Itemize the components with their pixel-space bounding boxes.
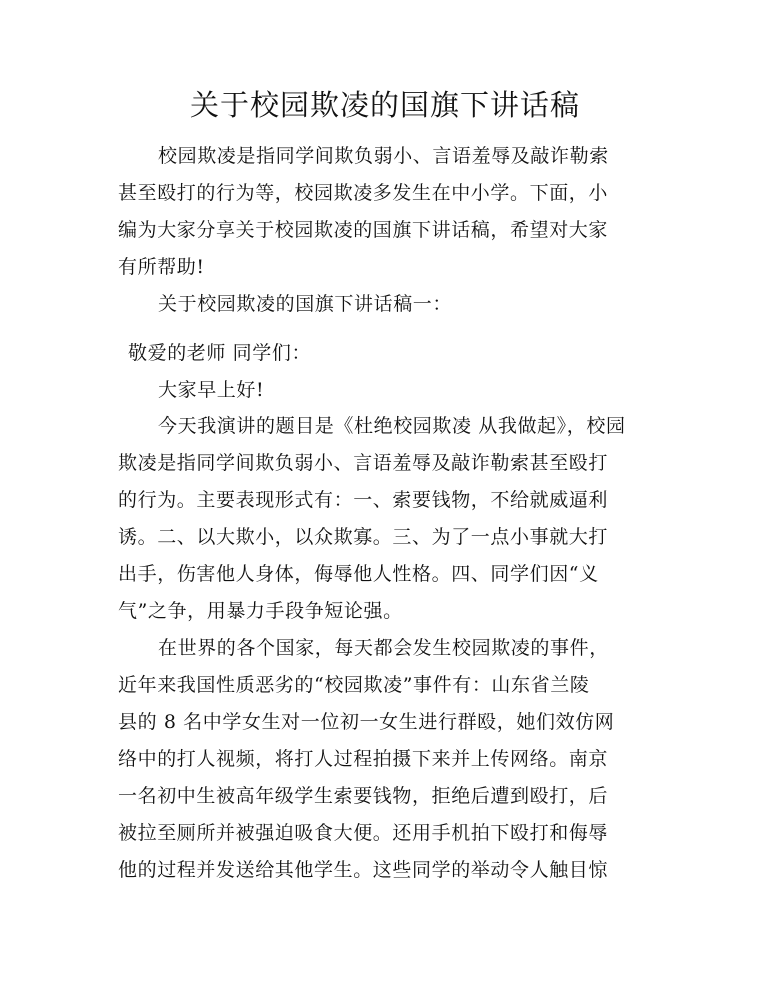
paragraph-line: 出手，伤害他人身体，侮辱他人性格。四、同学们因“义 [118,563,599,585]
paragraph-line: 县的 8 名中学女生对一位初一女生进行群殴，她们效仿网 [118,711,615,733]
paragraph-line: 络中的打人视频，将打人过程拍摄下来并上传网络。南京 [118,748,609,770]
paragraph-line: 近年来我国性质恶劣的“校园欺凌”事件有：山东省兰陵 [118,674,590,696]
paragraph-line: 在世界的各个国家，每天都会发生校园欺凌的事件， [158,637,609,659]
paragraph-line: 一名初中生被高年级学生索要钱物，拒绝后遭到殴打，后 [118,785,609,807]
paragraph-line: 的行为。主要表现形式有：一、索要钱物，不给就威逼利 [118,489,609,511]
paragraph-line: 气”之争，用暴力手段争短论强。 [118,600,403,622]
paragraph-line: 诱。二、以大欺小，以众欺寡。三、为了一点小事就大打 [118,526,609,548]
section-heading: 关于校园欺凌的国旗下讲话稿一： [158,293,453,315]
salutation-line: 敬爱的老师 同学们： [128,342,312,364]
paragraph-line: 校园欺凌是指同学间欺负弱小、言语羞辱及敲诈勒索 [158,145,609,167]
paragraph-line: 有所帮助! [118,256,205,278]
paragraph-line: 被拉至厕所并被强迫吸食大便。还用手机拍下殴打和侮辱 [118,822,609,844]
greeting-line: 大家早上好! [158,379,265,401]
document-title: 关于校园欺凌的国旗下讲话稿 [189,88,580,122]
paragraph-line: 欺凌是指同学间欺负弱小、言语羞辱及敲诈勒索甚至殴打 [118,452,609,474]
paragraph-line: 甚至殴打的行为等，校园欺凌多发生在中小学。下面，小 [118,182,609,204]
paragraph-line: 他的过程并发送给其他学生。这些同学的举动令人触目惊 [118,859,609,881]
paragraph-line: 编为大家分享关于校园欺凌的国旗下讲话稿，希望对大家 [118,219,609,241]
paragraph-line: 今天我演讲的题目是《杜绝校园欺凌 从我做起》，校园 [158,415,626,437]
